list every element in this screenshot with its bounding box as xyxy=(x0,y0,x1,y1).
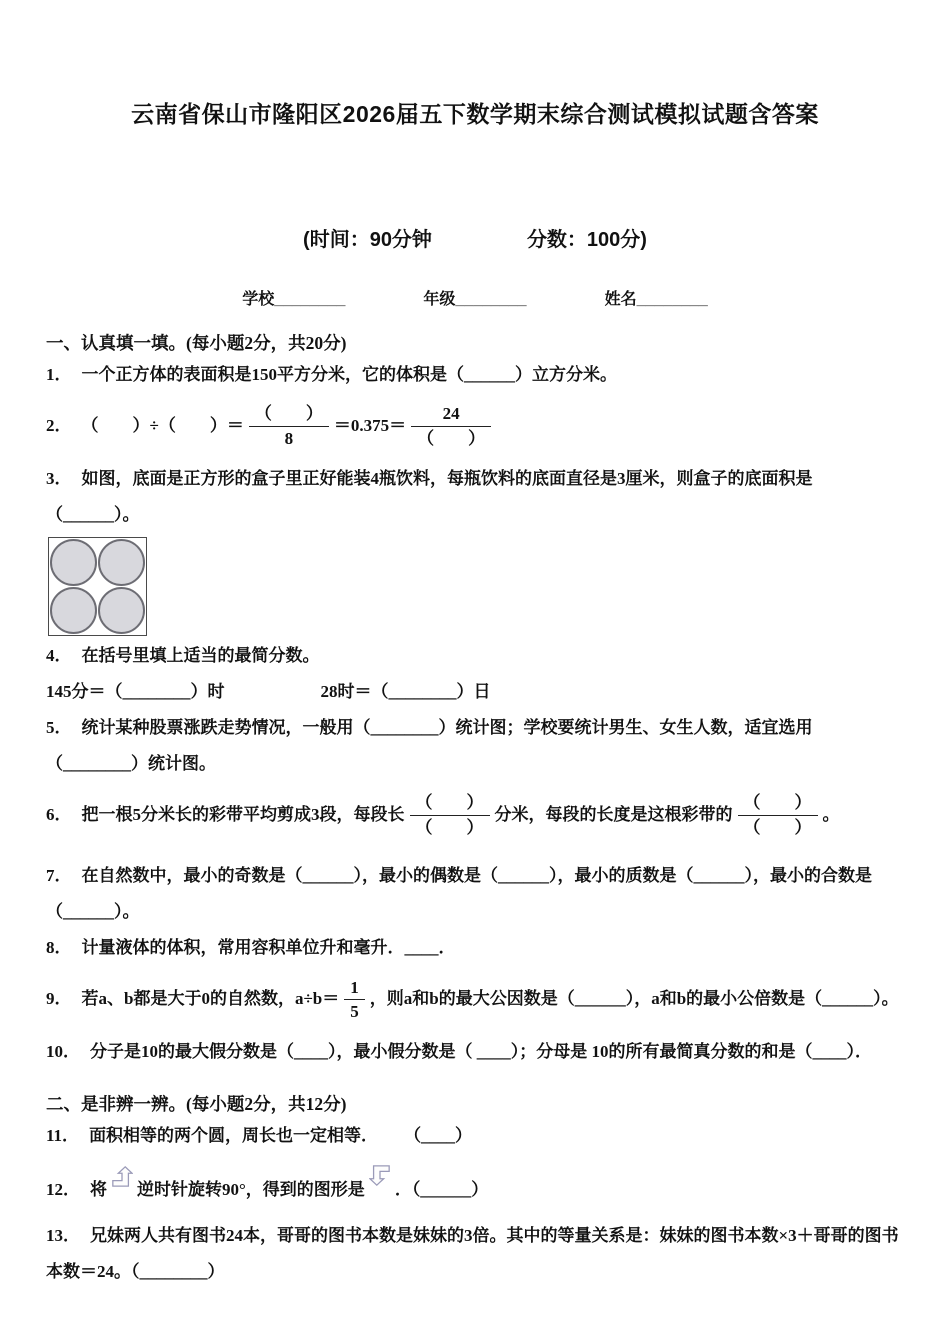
question-10-number: 10． xyxy=(46,1042,80,1062)
fraction-1-over-5 xyxy=(344,977,365,1023)
student-id-line xyxy=(46,286,904,309)
fraction-24-over-blank xyxy=(411,403,491,449)
question-6-number: 6． xyxy=(46,805,72,825)
page-title: 云南省保山市隆阳区2026届五下数学期末综合测试模拟试题含答案 xyxy=(131,101,819,127)
question-3-number: 3． xyxy=(46,469,72,489)
fraction-numerator: 1 xyxy=(344,977,365,1000)
question-10-text: 分子是10的最大假分数是（____），最小假分数是（ ____）；分母是 10的所有最简真分数的和是（____）． xyxy=(90,1042,872,1062)
question-8-number: 8． xyxy=(46,938,72,958)
bent-arrow-down-icon xyxy=(369,1164,391,1200)
question-2-number: 2． xyxy=(46,416,72,436)
question-12-mid: 逆时针旋转90°，得到的图形是 xyxy=(137,1180,365,1200)
question-11-text: 面积相等的两个圆，周长也一定相等． xyxy=(89,1126,379,1146)
question-5-number: 5． xyxy=(46,718,72,738)
question-8-text: 计量液体的体积，常用容积单位升和毫升．____． xyxy=(81,938,456,958)
question-7-number: 7． xyxy=(46,866,72,886)
question-3 xyxy=(46,461,904,533)
question-12-blank: （______） xyxy=(411,1180,489,1200)
question-4-line2 xyxy=(46,674,904,710)
question-2 xyxy=(46,393,904,459)
question-12-dot: ． xyxy=(394,1180,412,1200)
question-2-mid: ＝0.375＝ xyxy=(333,416,407,436)
fraction-blank-over-blank xyxy=(738,792,818,838)
fraction-denominator: 8 xyxy=(284,428,294,448)
question-3-text: 如图，底面是正方形的盒子里正好能装4瓶饮料，每瓶饮料的底面直径是3厘米，则盒子的底面积是（______）。 xyxy=(46,469,813,525)
grade-field: 年级________ xyxy=(423,291,527,308)
fraction-numerator: （ ） xyxy=(738,792,818,815)
question-11-number: 11． xyxy=(46,1126,80,1146)
question-13-number: 13． xyxy=(46,1226,80,1246)
score-label: 分数：100分) xyxy=(526,229,647,251)
question-9 xyxy=(46,966,904,1032)
section1-heading: 一、认真填一填。(每小题2分，共20分) xyxy=(46,333,347,353)
circle-top-left xyxy=(50,539,97,586)
question-8 xyxy=(46,930,904,966)
question-1-text: 一个正方体的表面积是150平方分米，它的体积是（______）立方分米。 xyxy=(81,365,617,384)
circle-bottom-left xyxy=(50,587,97,634)
question-5 xyxy=(46,710,904,782)
question-6-mid: 分米，每段的长度是这根彩带的 xyxy=(494,805,733,825)
four-circles-in-square-figure xyxy=(48,537,147,636)
circle-top-right xyxy=(98,539,145,586)
question-11 xyxy=(46,1118,904,1154)
circle-bottom-right xyxy=(98,587,145,634)
question-9-post: ，则a和b的最大公因数是（______），a和b的最小公倍数是（______）。 xyxy=(369,989,899,1009)
bent-arrow-up-icon xyxy=(111,1164,133,1200)
question-4-number: 4． xyxy=(46,646,72,666)
question-1-number: 1． xyxy=(46,365,72,384)
question-11-blank: （____） xyxy=(404,1126,473,1146)
fraction-blank-over-8 xyxy=(249,403,329,449)
question-7 xyxy=(46,858,904,930)
fraction-denominator: （ ） xyxy=(417,428,486,448)
question-12-pre: 将 xyxy=(90,1180,107,1200)
fraction-numerator: （ ） xyxy=(249,403,329,426)
question-6-pre: 把一根5分米长的彩带平均剪成3段，每段长 xyxy=(81,805,405,825)
question-12-number: 12． xyxy=(46,1180,80,1200)
question-6 xyxy=(46,782,904,848)
school-field: 学校________ xyxy=(242,291,346,308)
question-9-number: 9． xyxy=(46,989,72,1009)
question-4-text: 在括号里填上适当的最简分数。 xyxy=(81,646,320,666)
fraction-denominator: （ ） xyxy=(415,817,484,837)
time-label: (时间：90分钟 xyxy=(303,229,432,251)
question-1 xyxy=(46,357,904,393)
q4-hours-blank: 28时＝（________）日 xyxy=(320,682,491,702)
question-9-pre: 若a、b都是大于0的自然数，a÷b＝ xyxy=(81,989,340,1009)
question-7-text: 在自然数中，最小的奇数是（______），最小的偶数是（______），最小的质数是（______），最小的合数是（______）。 xyxy=(46,866,872,922)
question-13 xyxy=(46,1218,904,1290)
fraction-denominator: 5 xyxy=(350,1001,359,1021)
question-5-text: 统计某种股票涨跌走势情况，一般用（________）统计图；学校要统计男生、女生人数，适宜选用（________）统计图。 xyxy=(46,718,813,774)
name-field: 姓名________ xyxy=(604,291,708,308)
fraction-numerator: （ ） xyxy=(410,792,490,815)
fraction-numerator: 24 xyxy=(411,403,491,426)
question-10 xyxy=(46,1034,904,1070)
fraction-blank-over-blank xyxy=(410,792,490,838)
question-6-end: 。 xyxy=(822,805,840,825)
fraction-denominator: （ ） xyxy=(743,817,812,837)
q4-minutes-blank: 145分＝（________）时 xyxy=(46,682,225,702)
section2-heading: 二、是非辨一辨。(每小题2分，共12分) xyxy=(46,1094,347,1115)
question-4 xyxy=(46,638,904,674)
question-2-pre: （ ）÷（ ）＝ xyxy=(81,416,244,436)
question-12 xyxy=(46,1164,904,1208)
question-13-text: 兄妹两人共有图书24本，哥哥的图书本数是妹妹的3倍。其中的等量关系是：妹妹的图书本数×3＋哥哥的图书本数＝24。（________） xyxy=(46,1226,899,1282)
exam-meta xyxy=(46,223,904,252)
